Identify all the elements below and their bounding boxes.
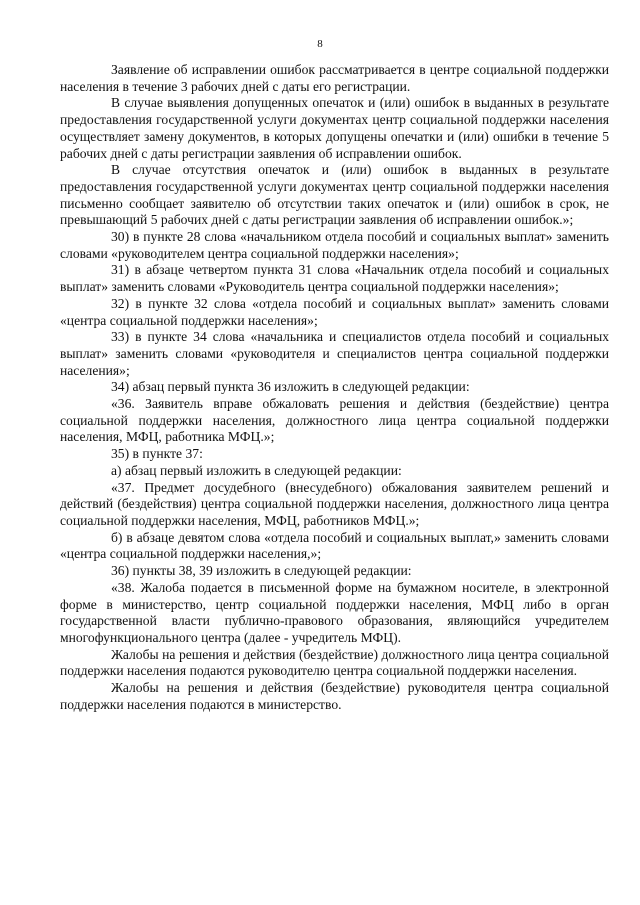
paragraph: 33) в пункте 34 слова «начальника и специалистов отдела пособий и социальных выплат» заменить словами «руководителя и специалистов центра социальной поддержки населения»;: [60, 329, 609, 378]
paragraph: 34) абзац первый пункта 36 изложить в следующей редакции:: [111, 379, 470, 395]
paragraph: 31) в абзаце четвертом пункта 31 слова «Начальник отдела пособий и социальных выплат» заменить словами «Руководитель центра социальной поддержки населения»;: [60, 262, 609, 295]
paragraph: В случае отсутствия опечаток и (или) ошибок в выданных в результате предоставления государственной услуги документах центр социальной поддержки населения письменно сообщает заявителю об отсутствии таких опечаток и (или) ошибок в срок, не превышающий 5 рабочих дней с даты регистрации заявления об исправлении ошибок.»;: [60, 162, 609, 228]
paragraph: а) абзац первый изложить в следующей редакции:: [111, 462, 402, 478]
paragraph: Жалобы на решения и действия (бездействие) руководителя центра социальной поддержки населения подаются в министерство.: [60, 680, 609, 712]
paragraph: Жалобы на решения и действия (бездействие) должностного лица центра социальной поддержки населения подаются руководителю центра социальной поддержки населения.: [60, 646, 609, 679]
paragraph: б) в абзаце девятом слова «отдела пособий и социальных выплат,» заменить словами «центра социальной поддержки населения,»;: [60, 529, 609, 562]
page-number: 8: [317, 38, 323, 50]
paragraph: «38. Жалоба подается в письменной форме на бумажном носителе, в электронной форме в министерство, центр социальной поддержки населения, МФЦ либо в орган государственной власти публично-правового образования, являющийся учредителем многофункционального центра (далее - учредитель МФЦ).: [60, 579, 609, 645]
paragraph: 30) в пункте 28 слова «начальником отдела пособий и социальных выплат» заменить словами «руководителем центра социальной поддержки населения»;: [60, 229, 609, 261]
paragraph: «37. Предмет досудебного (внесудебного) обжалования заявителем решений и действий (бездействия) центра социальной поддержки населения, должностного лица центра социальной поддержки населения, МФЦ, работников МФЦ.»;: [60, 479, 609, 528]
paragraph: 32) в пункте 32 слова «отдела пособий и социальных выплат» заменить словами «центра социальной поддержки населения»;: [60, 295, 609, 328]
document-body: [60, 62, 609, 713]
paragraph: Заявление об исправлении ошибок рассматривается в центре социальной поддержки населения в течение 3 рабочих дней с даты его регистрации.: [60, 62, 609, 94]
paragraph: 35) в пункте 37:: [111, 446, 203, 462]
paragraph: «36. Заявитель вправе обжаловать решения и действия (бездействие) центра социальной поддержки населения, должностного лица центра социальной поддержки населения, МФЦ, работника МФЦ.»;: [60, 396, 609, 445]
paragraph: 36) пункты 38, 39 изложить в следующей редакции:: [111, 563, 412, 579]
paragraph: В случае выявления допущенных опечаток и (или) ошибок в выданных в результате предоставления государственной услуги документах центр социальной поддержки населения осуществляет замену документов, в которых допущены опечатки и (или) ошибки в течение 5 рабочих дней с даты регистрации заявления об исправлении ошибок.: [60, 95, 609, 161]
